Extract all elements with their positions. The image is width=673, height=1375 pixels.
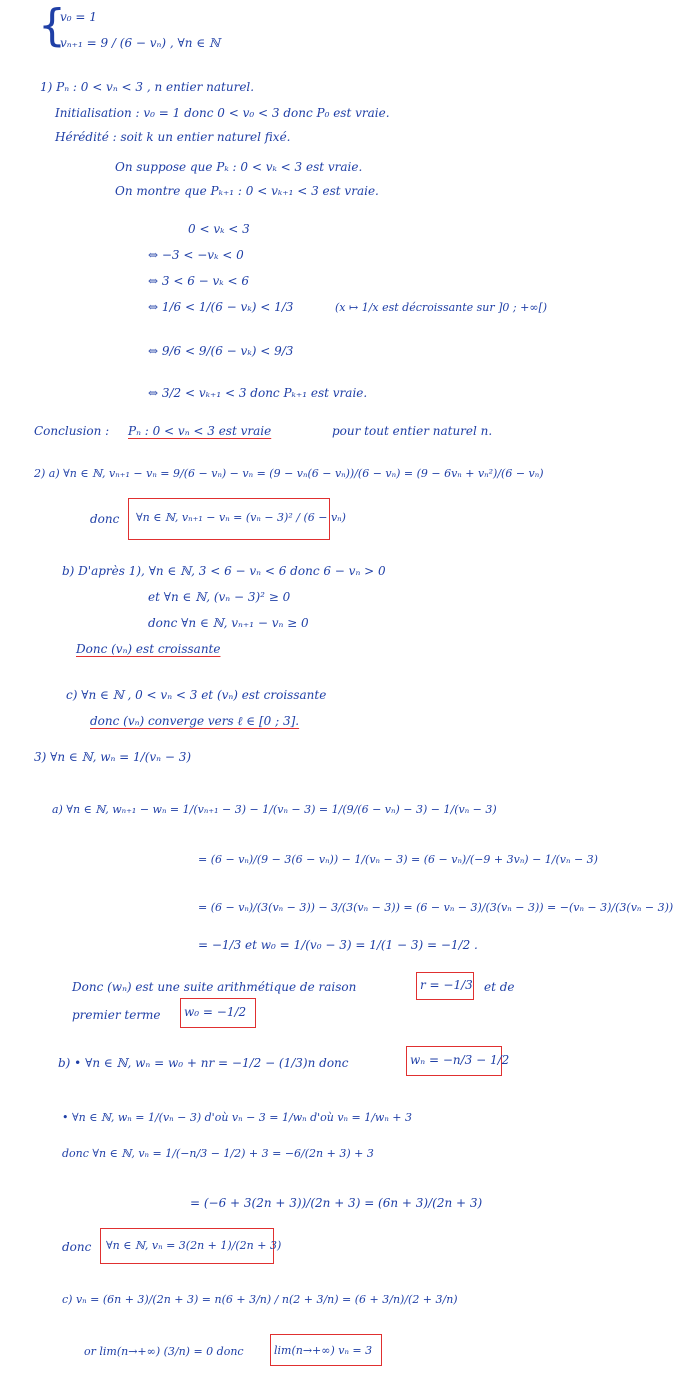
q1-step-5: ⇔ 9/6 < 9/(6 − vₖ) < 9/3 <box>148 344 294 358</box>
system-brace: { <box>38 0 66 51</box>
q2b-line-2: et ∀n ∈ ℕ, (vₙ − 3)² ≥ 0 <box>148 590 291 604</box>
q2a-result: ∀n ∈ ℕ, vₙ₊₁ − vₙ = (vₙ − 3)² / (6 − vₙ) <box>136 511 346 524</box>
q1-step-3: ⇔ 3 < 6 − vₖ < 6 <box>148 274 249 288</box>
q3b-line-2: • ∀n ∈ ℕ, wₙ = 1/(vₙ − 3) d'où vₙ − 3 = 1/wₙ d'où vₙ = 1/wₙ + 3 <box>62 1111 413 1124</box>
q3b-vn: ∀n ∈ ℕ, vₙ = 3(2n + 1)/(2n + 3) <box>106 1239 282 1252</box>
q3a-conclusion-1: Donc (wₙ) est une suite arithmétique de raison <box>72 980 357 994</box>
q3a-conclusion-2: premier terme <box>72 1008 161 1022</box>
q2a-donc: donc <box>90 512 120 526</box>
q2a-computation: 2) a) ∀n ∈ ℕ, vₙ₊₁ − vₙ = 9/(6 − vₙ) − vₙ = (9 − vₙ(6 − vₙ))/(6 − vₙ) = (9 − 6vₙ + vₙ²)/(6 − vₙ) <box>34 467 544 480</box>
q2c-line-1: c) ∀n ∈ ℕ , 0 < vₙ < 3 et (vₙ) est croissante <box>66 688 327 702</box>
q3a-conclusion-1b: et de <box>484 980 515 994</box>
q1-proposition: 1) Pₙ : 0 < vₙ < 3 , n entier naturel. <box>40 80 255 94</box>
q3-definition: 3) ∀n ∈ ℕ, wₙ = 1/(vₙ − 3) <box>34 750 192 764</box>
q1-step-1: 0 < vₖ < 3 <box>188 222 250 236</box>
q3c-line-2: or lim(n→+∞) (3/n) = 0 donc <box>84 1345 244 1358</box>
header-line-1: v₀ = 1 <box>60 10 97 24</box>
q3b-wn: wₙ = −n/3 − 1/2 <box>410 1053 510 1067</box>
q1-step-6: ⇔ 3/2 < vₖ₊₁ < 3 donc Pₖ₊₁ est vraie. <box>148 386 368 400</box>
q1-montre: On montre que Pₖ₊₁ : 0 < vₖ₊₁ < 3 est vraie. <box>115 184 379 198</box>
q1-suppose: On suppose que Pₖ : 0 < vₖ < 3 est vraie. <box>115 160 363 174</box>
q3b-line-1: b) • ∀n ∈ ℕ, wₙ = w₀ + nr = −1/2 − (1/3)n donc <box>58 1056 349 1070</box>
q3b-line-4: = (−6 + 3(2n + 3))/(2n + 3) = (6n + 3)/(2n + 3) <box>190 1196 483 1210</box>
q1-conclusion-end: pour tout entier naturel n. <box>332 424 493 438</box>
q3b-donc: donc <box>62 1240 92 1254</box>
q3c-limit: lim(n→+∞) vₙ = 3 <box>274 1344 373 1357</box>
q3a-line-3: = (6 − vₙ)/(3(vₙ − 3)) − 3/(3(vₙ − 3)) = (6 − vₙ − 3)/(3(vₙ − 3)) = −(vₙ − 3)/(3(vₙ − 3)) <box>198 901 673 914</box>
q3a-line-2: = (6 − vₙ)/(9 − 3(6 − vₙ)) − 1/(vₙ − 3) = (6 − vₙ)/(−9 + 3vₙ) − 1/(vₙ − 3) <box>198 853 598 866</box>
q1-step-2: ⇔ −3 < −vₖ < 0 <box>148 248 244 262</box>
q1-conclusion-statement: Pₙ : 0 < vₙ < 3 est vraie <box>128 424 272 438</box>
q2b-line-1: b) D'après 1), ∀n ∈ ℕ, 3 < 6 − vₙ < 6 donc 6 − vₙ > 0 <box>62 564 386 578</box>
q1-heredite: Hérédité : soit k un entier naturel fixé. <box>55 130 291 144</box>
q1-conclusion-label: Conclusion : <box>34 424 110 438</box>
q3b-line-3: donc ∀n ∈ ℕ, vₙ = 1/(−n/3 − 1/2) + 3 = −6/(2n + 3) + 3 <box>62 1147 374 1160</box>
q2c-line-2: donc (vₙ) converge vers ℓ ∈ [0 ; 3]. <box>90 714 300 728</box>
header-line-2: vₙ₊₁ = 9 / (6 − vₙ) , ∀n ∈ ℕ <box>60 36 220 50</box>
q2b-conclusion: Donc (vₙ) est croissante <box>76 642 221 656</box>
q2b-line-3: donc ∀n ∈ ℕ, vₙ₊₁ − vₙ ≥ 0 <box>148 616 309 630</box>
q1-step-4-note: (x ↦ 1/x est décroissante sur ]0 ; +∞[) <box>335 301 548 314</box>
q3a-raison: r = −1/3 <box>420 978 473 992</box>
q1-step-4: ⇔ 1/6 < 1/(6 − vₖ) < 1/3 <box>148 300 294 314</box>
q3c-line-1: c) vₙ = (6n + 3)/(2n + 3) = n(6 + 3/n) / n(2 + 3/n) = (6 + 3/n)/(2 + 3/n) <box>62 1293 458 1306</box>
q3a-first-term: w₀ = −1/2 <box>184 1005 247 1019</box>
q3a-line-4: = −1/3 et w₀ = 1/(v₀ − 3) = 1/(1 − 3) = −1/2 . <box>198 938 478 952</box>
q3a-line-1: a) ∀n ∈ ℕ, wₙ₊₁ − wₙ = 1/(vₙ₊₁ − 3) − 1/(vₙ − 3) = 1/(9/(6 − vₙ) − 3) − 1/(vₙ − 3) <box>52 803 497 816</box>
q1-initialisation: Initialisation : v₀ = 1 donc 0 < v₀ < 3 donc P₀ est vraie. <box>55 106 390 120</box>
